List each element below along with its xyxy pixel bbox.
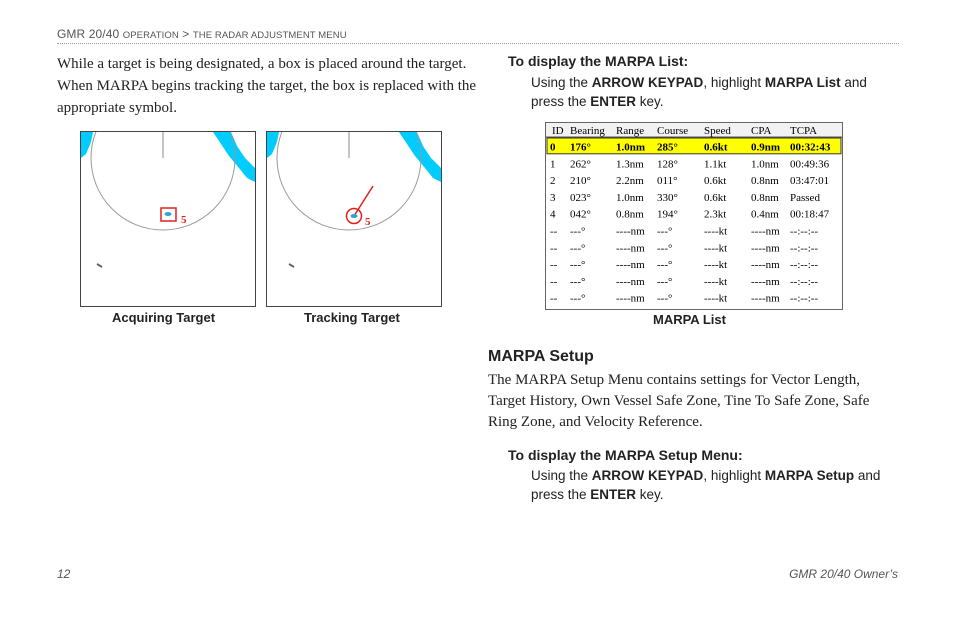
key-name: ENTER: [590, 94, 637, 109]
step-text: and press the: [531, 468, 881, 502]
table-cell: 330°: [657, 191, 678, 204]
table-cell: ----nm: [616, 259, 645, 272]
table-cell: ----nm: [616, 275, 645, 288]
land-mass: [213, 132, 255, 182]
table-cell: 1.0nm: [616, 141, 646, 154]
table-cell: 2: [550, 175, 556, 188]
table-cell: ----kt: [704, 292, 728, 305]
table-cell: ----nm: [751, 275, 780, 288]
target-number: 5: [181, 214, 187, 226]
table-cell: ---°: [570, 225, 586, 238]
table-cell: ----nm: [616, 225, 645, 238]
table-cell: ---°: [657, 275, 673, 288]
table-cell: 285°: [657, 141, 678, 154]
marpa-list-screenshot: [545, 122, 843, 310]
table-cell: 011°: [657, 175, 678, 188]
table-cell: ---°: [657, 225, 673, 238]
table-cell: 00:18:47: [790, 208, 830, 221]
marpa-list-steps-body: [531, 73, 903, 111]
key-name: ARROW KEYPAD: [591, 75, 704, 90]
table-cell: 0.8nm: [751, 191, 779, 204]
table-cell: 0: [550, 141, 556, 154]
running-header: [57, 27, 347, 41]
table-cell: 00:49:36: [790, 158, 830, 171]
table-cell: 042°: [570, 208, 591, 221]
table-column-header: Range: [616, 125, 645, 137]
table-cell: 194°: [657, 208, 678, 221]
step-text: Using the: [531, 468, 592, 483]
acquiring-target-caption: Acquiring Target: [112, 310, 216, 325]
step-text: , highlight: [703, 75, 765, 90]
table-cell: 2.3kt: [704, 208, 727, 221]
table-cell: ----kt: [704, 259, 728, 272]
table-cell: --:--:--: [790, 275, 819, 288]
table-column-header: Course: [657, 125, 689, 137]
table-cell: ---°: [657, 242, 673, 255]
header-divider: [57, 43, 899, 44]
table-cell: 1: [550, 158, 556, 171]
tracking-target-figure: [266, 131, 442, 307]
table-cell: ---°: [570, 292, 586, 305]
page-number: 12: [57, 567, 71, 581]
table-cell: Passed: [790, 191, 820, 204]
table-cell: 0.6kt: [704, 191, 727, 204]
table-cell: ---°: [657, 292, 673, 305]
target-echo: [351, 214, 358, 218]
target-echo: [165, 212, 172, 216]
header-section-2: THE RADAR ADJUSTMENT MENU: [192, 30, 347, 41]
marpa-setup-paragraph: The MARPA Setup Menu contains settings for Vector Length, Target History, Own Vessel Safe Zone, Tine To Safe Zone, Safe Ring Zone, and Velocity Reference.: [488, 372, 870, 430]
echo-speck: [289, 264, 294, 267]
table-column-header: Speed: [704, 125, 731, 137]
table-cell: ---°: [570, 275, 586, 288]
table-cell: 0.8nm: [616, 208, 644, 221]
table-cell: ---°: [657, 259, 673, 272]
table-cell: 03:47:01: [790, 175, 830, 188]
table-cell: 023°: [570, 191, 591, 204]
table-cell: ----nm: [751, 225, 780, 238]
table-cell: 0.6kt: [704, 141, 728, 154]
table-cell: --: [550, 242, 558, 255]
key-name: ARROW KEYPAD: [591, 468, 704, 483]
table-cell: --: [550, 259, 558, 272]
menu-item-name: MARPA List: [764, 75, 841, 90]
table-cell: ----nm: [751, 292, 780, 305]
header-separator: >: [182, 27, 190, 41]
marpa-setup-steps-heading: To display the MARPA Setup Menu:: [508, 447, 743, 463]
acquiring-radar-image: [81, 132, 255, 306]
table-cell: ----nm: [616, 292, 645, 305]
table-cell: 262°: [570, 158, 591, 171]
table-cell: ----nm: [751, 259, 780, 272]
table-cell: --:--:--: [790, 242, 819, 255]
table-cell: 4: [550, 208, 556, 221]
table-cell: ---°: [570, 242, 586, 255]
table-cell: ----nm: [616, 242, 645, 255]
header-product: GMR 20/40: [57, 27, 120, 41]
tracking-target-caption: Tracking Target: [304, 310, 400, 325]
intro-paragraph: While a target is being designated, a box is placed around the target. When MARPA begins tracking the target, the box is replaced with the appropriate symbol.: [57, 56, 477, 116]
step-text: key.: [636, 487, 664, 502]
table-cell: --: [550, 292, 558, 305]
range-ring: [81, 132, 255, 306]
table-cell: ----kt: [704, 275, 728, 288]
key-name: ENTER: [590, 487, 637, 502]
table-cell: --: [550, 225, 558, 238]
table-cell: --:--:--: [790, 259, 819, 272]
menu-item-name: MARPA Setup: [764, 468, 855, 483]
echo-speck: [97, 264, 102, 267]
acquiring-target-figure: [80, 131, 256, 307]
step-text: Using the: [531, 75, 592, 90]
marpa-list-table: [546, 123, 842, 309]
table-cell: ----kt: [704, 242, 728, 255]
table-cell: ---°: [570, 259, 586, 272]
table-column-header: TCPA: [790, 125, 818, 137]
land-mass: [399, 132, 441, 182]
table-cell: --:--:--: [790, 292, 819, 305]
table-column-header: CPA: [751, 125, 772, 137]
marpa-setup-steps-body: [531, 466, 903, 504]
table-cell: 210°: [570, 175, 591, 188]
table-cell: 0.9nm: [751, 141, 781, 154]
table-cell: 128°: [657, 158, 678, 171]
table-cell: ----nm: [751, 242, 780, 255]
table-cell: 1.3nm: [616, 158, 644, 171]
table-cell: --:--:--: [790, 225, 819, 238]
marpa-list-steps-heading: To display the MARPA List:: [508, 53, 689, 69]
target-number: 5: [365, 216, 371, 228]
table-cell: 2.2nm: [616, 175, 644, 188]
marpa-list-caption: MARPA List: [653, 312, 726, 327]
table-cell: 0.8nm: [751, 175, 779, 188]
step-text: and press the: [531, 75, 867, 109]
table-column-header: Bearing: [570, 125, 605, 137]
tracking-radar-image: [267, 132, 441, 306]
table-cell: 1.1kt: [704, 158, 727, 171]
manual-title: GMR 20/40 Owner’s: [789, 567, 898, 581]
step-text: key.: [636, 94, 664, 109]
marpa-setup-heading: MARPA Setup: [488, 348, 594, 365]
table-column-header: ID: [552, 125, 564, 137]
table-cell: 1.0nm: [751, 158, 779, 171]
table-cell: 00:32:43: [790, 141, 831, 154]
header-section-1: OPERATION: [122, 30, 179, 41]
table-cell: 3: [550, 191, 556, 204]
table-cell: 176°: [570, 141, 591, 154]
table-cell: 0.6kt: [704, 175, 727, 188]
range-ring: [267, 132, 441, 306]
table-cell: --: [550, 275, 558, 288]
table-cell: 0.4nm: [751, 208, 779, 221]
target-vector: [354, 186, 373, 216]
table-cell: ----kt: [704, 225, 728, 238]
table-cell: 1.0nm: [616, 191, 644, 204]
step-text: , highlight: [703, 468, 765, 483]
